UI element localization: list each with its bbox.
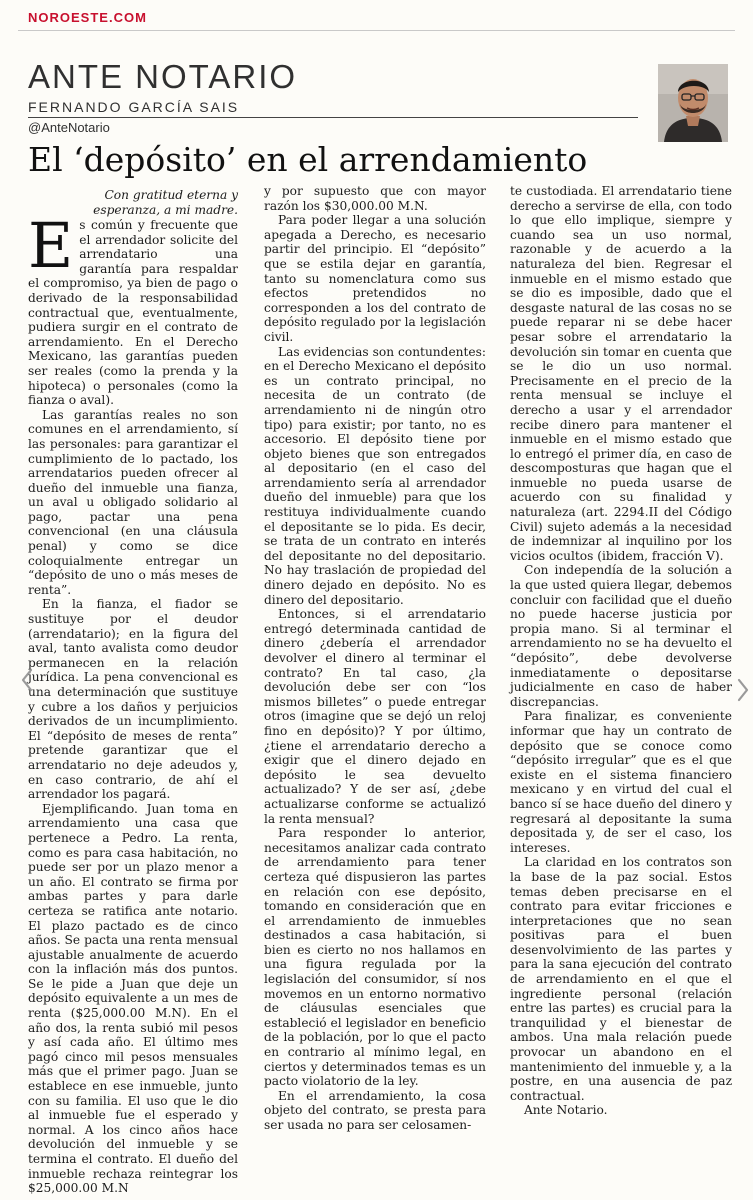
- author-handle: @AnteNotario: [28, 120, 110, 135]
- author-photo: [658, 64, 728, 142]
- next-page-button[interactable]: [734, 674, 752, 706]
- site-logo[interactable]: NOROESTE.COM: [28, 10, 147, 25]
- chevron-left-icon: [20, 667, 34, 693]
- paragraph-2: Las garantías reales no son comunes en el arrendamiento, sí las personales: para garantizar el cumplimiento de lo pactado, los arrendatarios pueden ofrecer al dueño del inmueble una fianza, un aval u obligado solidario al pago, pactar una pena convencional (en una cláusula penal) y como se dice coloquialmente entregar un “depósito de uno o más meses de renta”.: [28, 407, 238, 597]
- paragraph-7: Las evidencias son contundentes: en el Derecho Mexicano el depósito es un contrato principal, no necesita de un contrato (de arrendamiento ni de ningún otro tipo) para existir; por tanto, no es accesorio. El depósito tiene por objeto bienes que son entregados al depositario (en el caso del arrendamiento sería al arrendador dueño del inmueble) para que los restituya individualmente cuando el depositante se lo pida. Es decir, se trata de un contrato en interés del depositante no del depositario. No hay traslación de propiedad del dinero dejado en depósito. No es dinero del depositario.: [264, 344, 486, 607]
- article-column-3: [510, 184, 732, 1118]
- paragraph-13: Para finalizar, es conveniente informar que hay un contrato de depósito que se conoce como “depósito irregular” que es el que existe en el sistema financiero mexicano y en virtud del cual el banco sí se hace dueño del dinero y regresará al depositante la suma depositada y, de ser el caso, los intereses.: [510, 709, 732, 855]
- column-title: ANTE NOTARIO: [28, 58, 298, 95]
- header-divider: [18, 30, 735, 31]
- paragraph-12: Con independía de la solución a la que usted quiera llegar, debemos concluir con facilidad que el dueño no puede hacerse justicia por propia mano. Si al terminar el arrendamiento no se ha devuelto el “depósito”, debe devolverse inmediatamente o depositarse judicialmente en caso de haber discrepancias.: [510, 563, 732, 709]
- dedication-line-2: esperanza, a mi madre.: [93, 203, 238, 217]
- paragraph-4: Ejemplificando. Juan toma en arrendamiento una casa que pertenece a Pedro. La renta, como es para casa habitación, no puede ser por un plazo menor a un año. El contrato se firma por ambas partes y para darle certeza se ratifica ante notario. El plazo pactado es de cinco años. Se pacta una renta mensual ajustable anualmente de acuerdo con la inflación más dos puntos. Se le pide a Juan que deje un depósito equivalente a un mes de renta ($25,000.00 M.N). En el año dos, la renta subió mil pesos y así cada año. El último mes pagó cinco mil pesos mensuales más que el primer pago. Juan se establece en ese inmueble, junto con su familia. El uso que le dio al inmueble fue el esperado y normal. A los cinco años hace devolución del inmueble y se termina el contrato. El dueño del inmueble rechaza reintegrar los $25,000.00 M.N: [28, 801, 238, 1196]
- previous-page-button[interactable]: [18, 664, 36, 696]
- paragraph-11: te custodiada. El arrendatario tiene derecho a servirse de ella, con todo lo que ello implique, siempre y cuando sea un uso normal, razonable y de acuerdo a la naturaleza del bien. Regresar el inmueble en el mismo estado que se dio es imposible, dado que el desgaste natural de las cosas no se puede reparar ni se debe hacer pesar sobre el arrendatario la devolución sin tomar en cuenta que se le dio un uso normal. Precisamente en el precio de la renta mensual se incluye el derecho a usar y el arrendador recibe dinero para mantener el inmueble en el mismo estado que lo entregó el primer día, en caso de descomposturas que hagan que el inmueble no pueda usarse de acuerdo con su finalidad y naturaleza (art. 2294.II del Código Civil) sujeto además a la necesidad de indemnizar al inquilino por los vicios ocultos (ibidem, fracción V).: [510, 184, 732, 563]
- paragraph-3: En la fianza, el fiador se sustituye por el deudor (arrendatario); en la figura del aval, tanto avalista como deudor permanecen en la relación jurídica. La pena convencional es una determinación que sustituye y cubre a los daños y perjuicios derivados de un incumplimiento. El “depósito de meses de renta” pretende garantizar que el arrendatario no deje adeudos y, en caso contrario, de ahí el arrendador los pagará.: [28, 597, 238, 802]
- paragraph-1-text: s común y frecuente que el arrendador solicite del arrendatario una garantía para respaldar el compromiso, ya bien de pago o derivado de la responsabilidad contractual que, eventualmente, pudiera surgir en el contrato de arrendamiento. En el Derecho Mexicano, las garantías pueden ser reales (como la prenda y la hipoteca) o personales (como la fianza o aval).: [28, 218, 238, 408]
- paragraph-10: En el arrendamiento, la cosa objeto del contrato, se presta para ser usada no para ser celosamen-: [264, 1088, 486, 1132]
- paragraph-6: Para poder llegar a una solución apegada a Derecho, es necesario partir del principio. El “depósito” que se estila dejar en garantía, tanto su nomenclatura como sus efectos pretendidos no corresponden a los del contrato de depósito regulado por la legislación civil.: [264, 213, 486, 344]
- chevron-right-icon: [736, 677, 750, 703]
- author-name: FERNANDO GARCÍA SAIS: [28, 99, 240, 115]
- paragraph-9: Para responder lo anterior, necesitamos analizar cada contrato de arrendamiento para tener certeza qué dispusieron las partes en relación con ese depósito, tomando en consideración que en el arrendamiento de inmuebles destinados a casa habitación, si bien es cierto no nos hallamos en una figura regulada por la legislación del consumidor, sí nos movemos en un entorno normativo de cláusulas esenciales que estableció el legislador en beneficio de la población, por lo que el pacto en contrario al mínimo legal, en ciertos y determinados temas es un pacto violatorio de la ley.: [264, 826, 486, 1089]
- signoff: Ante Notario.: [524, 1103, 608, 1118]
- author-portrait-icon: [658, 64, 728, 142]
- drop-cap: E: [28, 209, 74, 282]
- dedication-line-1: Con gratitud eterna y: [104, 188, 238, 202]
- paragraph-8: Entonces, si el arrendatario entregó determinada cantidad de dinero ¿debería el arrendador devolver el dinero al terminar el contrato? En tal caso, ¿la devolución debe ser con “los mismos billetes” o puede entregar otros (imagine que se dejó un reloj fino en depósito)? Y por último, ¿tiene el arrendatario derecho a exigir que el dinero dejado en depósito le sea devuelto actualizado? Y de ser así, ¿debe actualizarse conforme se actualizó la renta mensual?: [264, 607, 486, 826]
- article-headline: El ‘depósito’ en el arrendamiento: [28, 140, 588, 179]
- paragraph-14: La claridad en los contratos son la base de la paz social. Estos temas deben precisarse en el contrato para evitar fricciones e interpretaciones que no sean positivas para el buen desenvolvimiento de las partes y para la sana ejecución del contrato de arrendamiento en el que el ingrediente personal (relación entre las partes) es crucial para la tranquilidad y el bienestar de ambos. Una mala relación puede provocar un abandono en el mantenimiento del inmueble y, a la postre, en una ausencia de paz contractual.: [510, 855, 732, 1103]
- article-column-2: [264, 184, 486, 1133]
- author-divider: [28, 117, 638, 118]
- article-column-1: [28, 188, 238, 1196]
- paragraph-5: y por supuesto que con mayor razón los $30,000.00 M.N.: [264, 184, 486, 213]
